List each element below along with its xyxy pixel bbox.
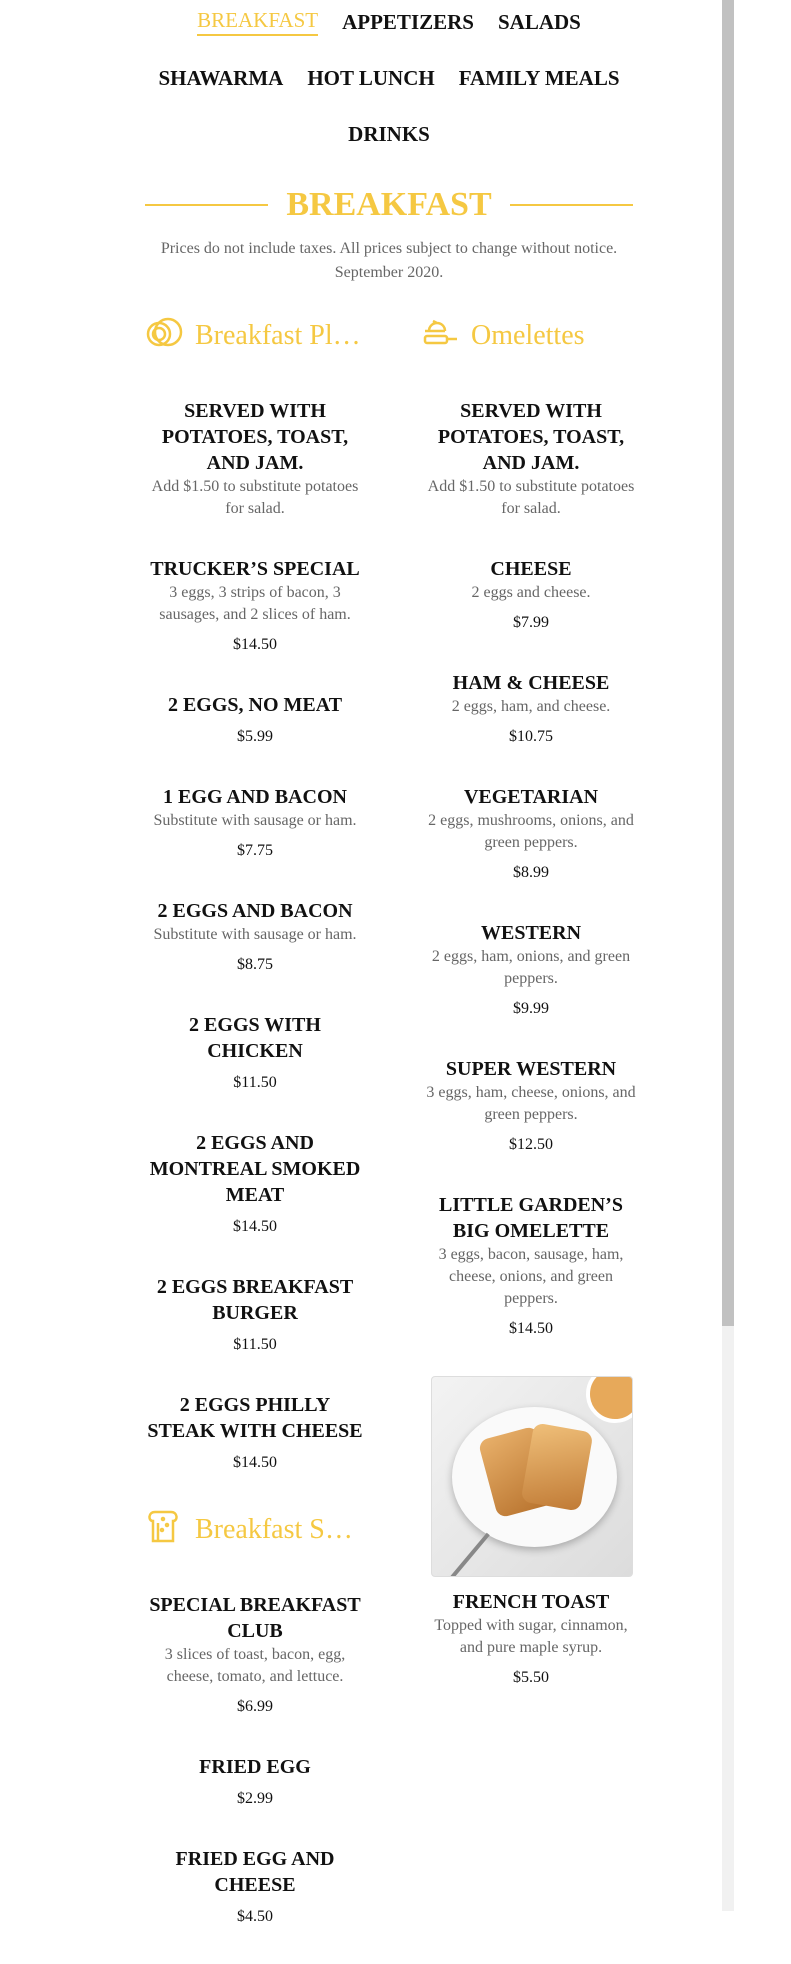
menu-item bbox=[145, 1392, 365, 1474]
menu-item bbox=[145, 784, 365, 862]
menu-item-name: CHEESE bbox=[490, 558, 572, 580]
menu-item-price: $8.75 bbox=[237, 956, 273, 973]
menu-item-price: $14.50 bbox=[233, 636, 277, 653]
menu-item-price: $11.50 bbox=[233, 1336, 277, 1353]
scrollbar-thumb[interactable] bbox=[722, 0, 734, 1326]
menu-item-description: 2 eggs, mushrooms, onions, and green peppers. bbox=[428, 812, 634, 851]
price-note-line: Prices do not include taxes. All prices subject to change without notice. bbox=[160, 240, 618, 257]
nav-link-salads[interactable]: SALADS bbox=[497, 9, 581, 34]
price-note bbox=[145, 237, 633, 285]
nav-row bbox=[145, 0, 633, 50]
menu-item-name: TRUCKER’S SPECIAL bbox=[150, 558, 360, 580]
menu-item-name: FRENCH TOAST bbox=[452, 1591, 610, 1613]
menu-item bbox=[145, 692, 365, 748]
menu-item-price: $2.99 bbox=[237, 1790, 273, 1807]
french-toast-photo bbox=[431, 1376, 633, 1577]
divider-left bbox=[145, 204, 268, 206]
divider-right bbox=[510, 204, 633, 206]
menu-item-price: $8.99 bbox=[513, 864, 549, 881]
menu-item bbox=[145, 1130, 365, 1238]
menu-item-description: 2 eggs, ham, onions, and green peppers. bbox=[431, 948, 631, 987]
nav-link-shawarma[interactable]: SHAWARMA bbox=[158, 65, 284, 90]
menu-item-name: 2 EGGS PHILLY STEAK WITH CHEESE bbox=[147, 1394, 363, 1442]
menu-item-name: LITTLE GARDEN’S BIG OMELETTE bbox=[439, 1194, 623, 1242]
menu-item-name: 1 EGG AND BACON bbox=[163, 786, 347, 808]
menu-item bbox=[421, 1056, 641, 1156]
nav-link-drinks[interactable]: DRINKS bbox=[348, 121, 430, 146]
price-note-date: September 2020. bbox=[334, 264, 444, 281]
menu-item-name: SPECIAL BREAKFAST CLUB bbox=[149, 1594, 361, 1642]
menu-item bbox=[421, 670, 641, 748]
menu-item bbox=[421, 1192, 641, 1340]
menu-item bbox=[421, 920, 641, 1020]
menu-item-price: $6.99 bbox=[237, 1698, 273, 1715]
menu-item-description: Substitute with sausage or ham. bbox=[153, 926, 357, 943]
menu-item-name: VEGETARIAN bbox=[463, 786, 599, 808]
menu-item-description: 3 slices of toast, bacon, egg, cheese, tomato, and lettuce. bbox=[164, 1646, 346, 1685]
menu-item bbox=[421, 784, 641, 884]
menu-item-description: 2 eggs and cheese. bbox=[471, 584, 591, 601]
pan-icon bbox=[421, 315, 459, 357]
menu-item-name: FRIED EGG bbox=[199, 1756, 311, 1778]
category-heading bbox=[145, 316, 365, 356]
menu-item-price: $11.50 bbox=[233, 1074, 277, 1091]
category-title: Omelettes bbox=[471, 320, 585, 351]
menu-item bbox=[145, 556, 365, 656]
nav-link-breakfast[interactable]: BREAKFAST bbox=[197, 8, 318, 36]
category-title: Breakfast Pl… bbox=[195, 320, 361, 351]
section-header bbox=[145, 186, 633, 224]
menu-item-name: 2 EGGS AND MONTREAL SMOKED MEAT bbox=[149, 1132, 361, 1206]
menu-item bbox=[145, 1274, 365, 1356]
section-title: BREAKFAST bbox=[286, 186, 492, 223]
menu-item-description: 3 eggs, ham, cheese, onions, and green peppers. bbox=[426, 1084, 636, 1123]
menu-item-description: 3 eggs, 3 strips of bacon, 3 sausages, and 2 slices of ham. bbox=[159, 584, 351, 623]
menu-item bbox=[145, 1012, 365, 1094]
right-column bbox=[421, 316, 641, 1725]
menu-item-name: HAM & CHEESE bbox=[452, 672, 610, 694]
menu-item-description: 3 eggs, bacon, sausage, ham, cheese, onions, and green peppers. bbox=[438, 1246, 624, 1307]
category-heading bbox=[145, 1510, 365, 1550]
menu-item-name: WESTERN bbox=[480, 922, 582, 944]
menu-item-price: $5.99 bbox=[237, 728, 273, 745]
nav-link-hot-lunch[interactable]: HOT LUNCH bbox=[307, 65, 435, 90]
menu-item-description: Substitute with sausage or ham. bbox=[153, 812, 357, 829]
category-heading bbox=[421, 316, 641, 356]
menu-item-price: $9.99 bbox=[513, 1000, 549, 1017]
plates-icon bbox=[145, 315, 183, 357]
menu-item-price: $14.50 bbox=[509, 1320, 553, 1337]
menu-item bbox=[145, 1846, 365, 1928]
toast-icon bbox=[145, 1509, 183, 1551]
menu-item-name: 2 EGGS BREAKFAST BURGER bbox=[156, 1276, 354, 1324]
menu-item-description: Add $1.50 to substitute potatoes for salad. bbox=[151, 478, 359, 517]
nav-link-family-meals[interactable]: FAMILY MEALS bbox=[458, 65, 620, 90]
menu-item-price: $7.99 bbox=[513, 614, 549, 631]
menu-item bbox=[145, 1754, 365, 1810]
menu-item-description: Add $1.50 to substitute potatoes for salad. bbox=[427, 478, 635, 517]
category-title: Breakfast S… bbox=[195, 1514, 353, 1545]
menu-item-name: 2 EGGS, NO MEAT bbox=[167, 694, 343, 716]
menu-item-name: SERVED WITH POTATOES, TOAST, AND JAM. bbox=[437, 400, 625, 474]
menu-item bbox=[145, 1592, 365, 1718]
menu-item-price: $14.50 bbox=[233, 1218, 277, 1235]
menu-item bbox=[421, 1589, 641, 1689]
menu-item-description: Topped with sugar, cinnamon, and pure maple syrup. bbox=[434, 1617, 628, 1656]
nav-link-appetizers[interactable]: APPETIZERS bbox=[342, 9, 474, 34]
menu-item-name: 2 EGGS AND BACON bbox=[157, 900, 353, 922]
nav-row bbox=[145, 50, 633, 106]
left-column bbox=[145, 316, 365, 1964]
menu-item-price: $12.50 bbox=[509, 1136, 553, 1153]
menu-item-price: $14.50 bbox=[233, 1454, 277, 1471]
menu-item bbox=[145, 898, 365, 976]
menu-item-name: FRIED EGG AND CHEESE bbox=[175, 1848, 335, 1896]
menu-item-price: $10.75 bbox=[509, 728, 553, 745]
menu-item-price: $7.75 bbox=[237, 842, 273, 859]
menu-item bbox=[421, 556, 641, 634]
menu-item-price: $4.50 bbox=[237, 1908, 273, 1925]
menu-item bbox=[421, 398, 641, 520]
menu-item-description: 2 eggs, ham, and cheese. bbox=[451, 698, 611, 715]
menu-category-nav bbox=[145, 0, 633, 162]
menu-item-price: $5.50 bbox=[513, 1669, 549, 1686]
menu-item-name: 2 EGGS WITH CHICKEN bbox=[189, 1014, 321, 1062]
menu-item bbox=[145, 398, 365, 520]
menu-item-name: SUPER WESTERN bbox=[445, 1058, 617, 1080]
menu-item-name: SERVED WITH POTATOES, TOAST, AND JAM. bbox=[161, 400, 349, 474]
nav-row bbox=[145, 106, 633, 162]
